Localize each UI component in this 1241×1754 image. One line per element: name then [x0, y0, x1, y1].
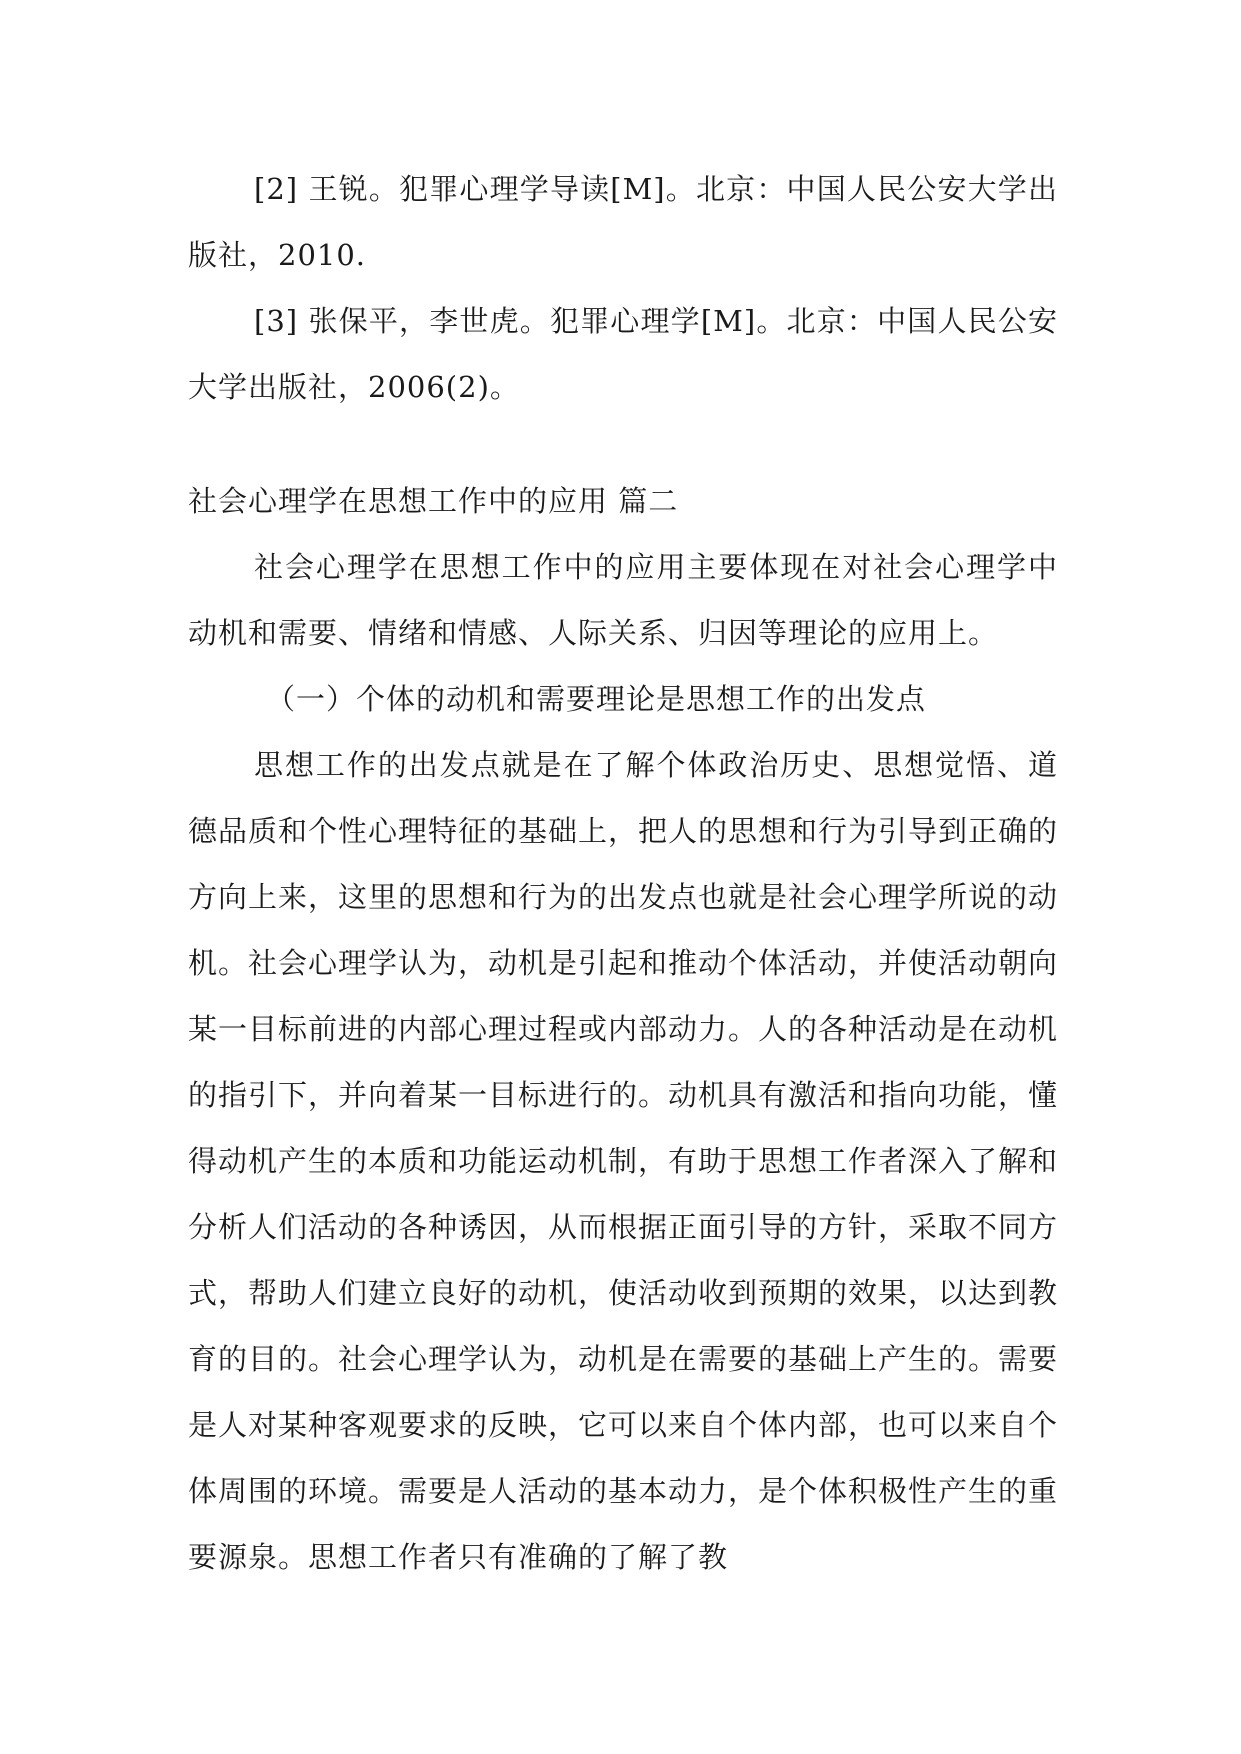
section-body: 思想工作的出发点就是在了解个体政治历史、思想觉悟、道德品质和个性心理特征的基础上，把人的思想和行为引导到正确的方向上来，这里的思想和行为的出发点也就是社会心理学所说的动机。社会心理学认为，动机是引起和推动个体活动，并使活动朝向某一目标前进的内部心理过程或内部动力。人的各种活动是在动机的指引下，并向着某一目标进行的。动机具有激活和指向功能，懂得动机产生的本质和功能运动机制，有助于思想工作者深入了解和分析人们活动的各种诱因，从而根据正面引导的方针，采取不同方式，帮助人们建立良好的动机，使活动收到预期的效果，以达到教育的目的。社会心理学认为，动机是在需要的基础上产生的。需要是人对某种客观要求的反映，它可以来自个体内部，也可以来自个体周围的环境。需要是人活动的基本动力，是个体积极性产生的重要源泉。思想工作者只有准确的了解了教 — [188, 748, 1059, 1574]
document-page — [188, 156, 1058, 1590]
section-gap — [188, 420, 1058, 468]
reference-3: [3] 张保平，李世虎。犯罪心理学[M]。北京：中国人民公安大学出版社，2006(2)。 — [188, 304, 1058, 404]
section-subheading: （一）个体的动机和需要理论是思想工作的出发点 — [266, 682, 927, 716]
section-title: 社会心理学在思想工作中的应用 篇二 — [188, 484, 679, 518]
reference-2: [2] 王锐。犯罪心理学导读[M]。北京：中国人民公安大学出版社，2010. — [188, 172, 1058, 272]
section-intro: 社会心理学在思想工作中的应用主要体现在对社会心理学中动机和需要、情绪和情感、人际关系、归因等理论的应用上。 — [188, 550, 1058, 650]
